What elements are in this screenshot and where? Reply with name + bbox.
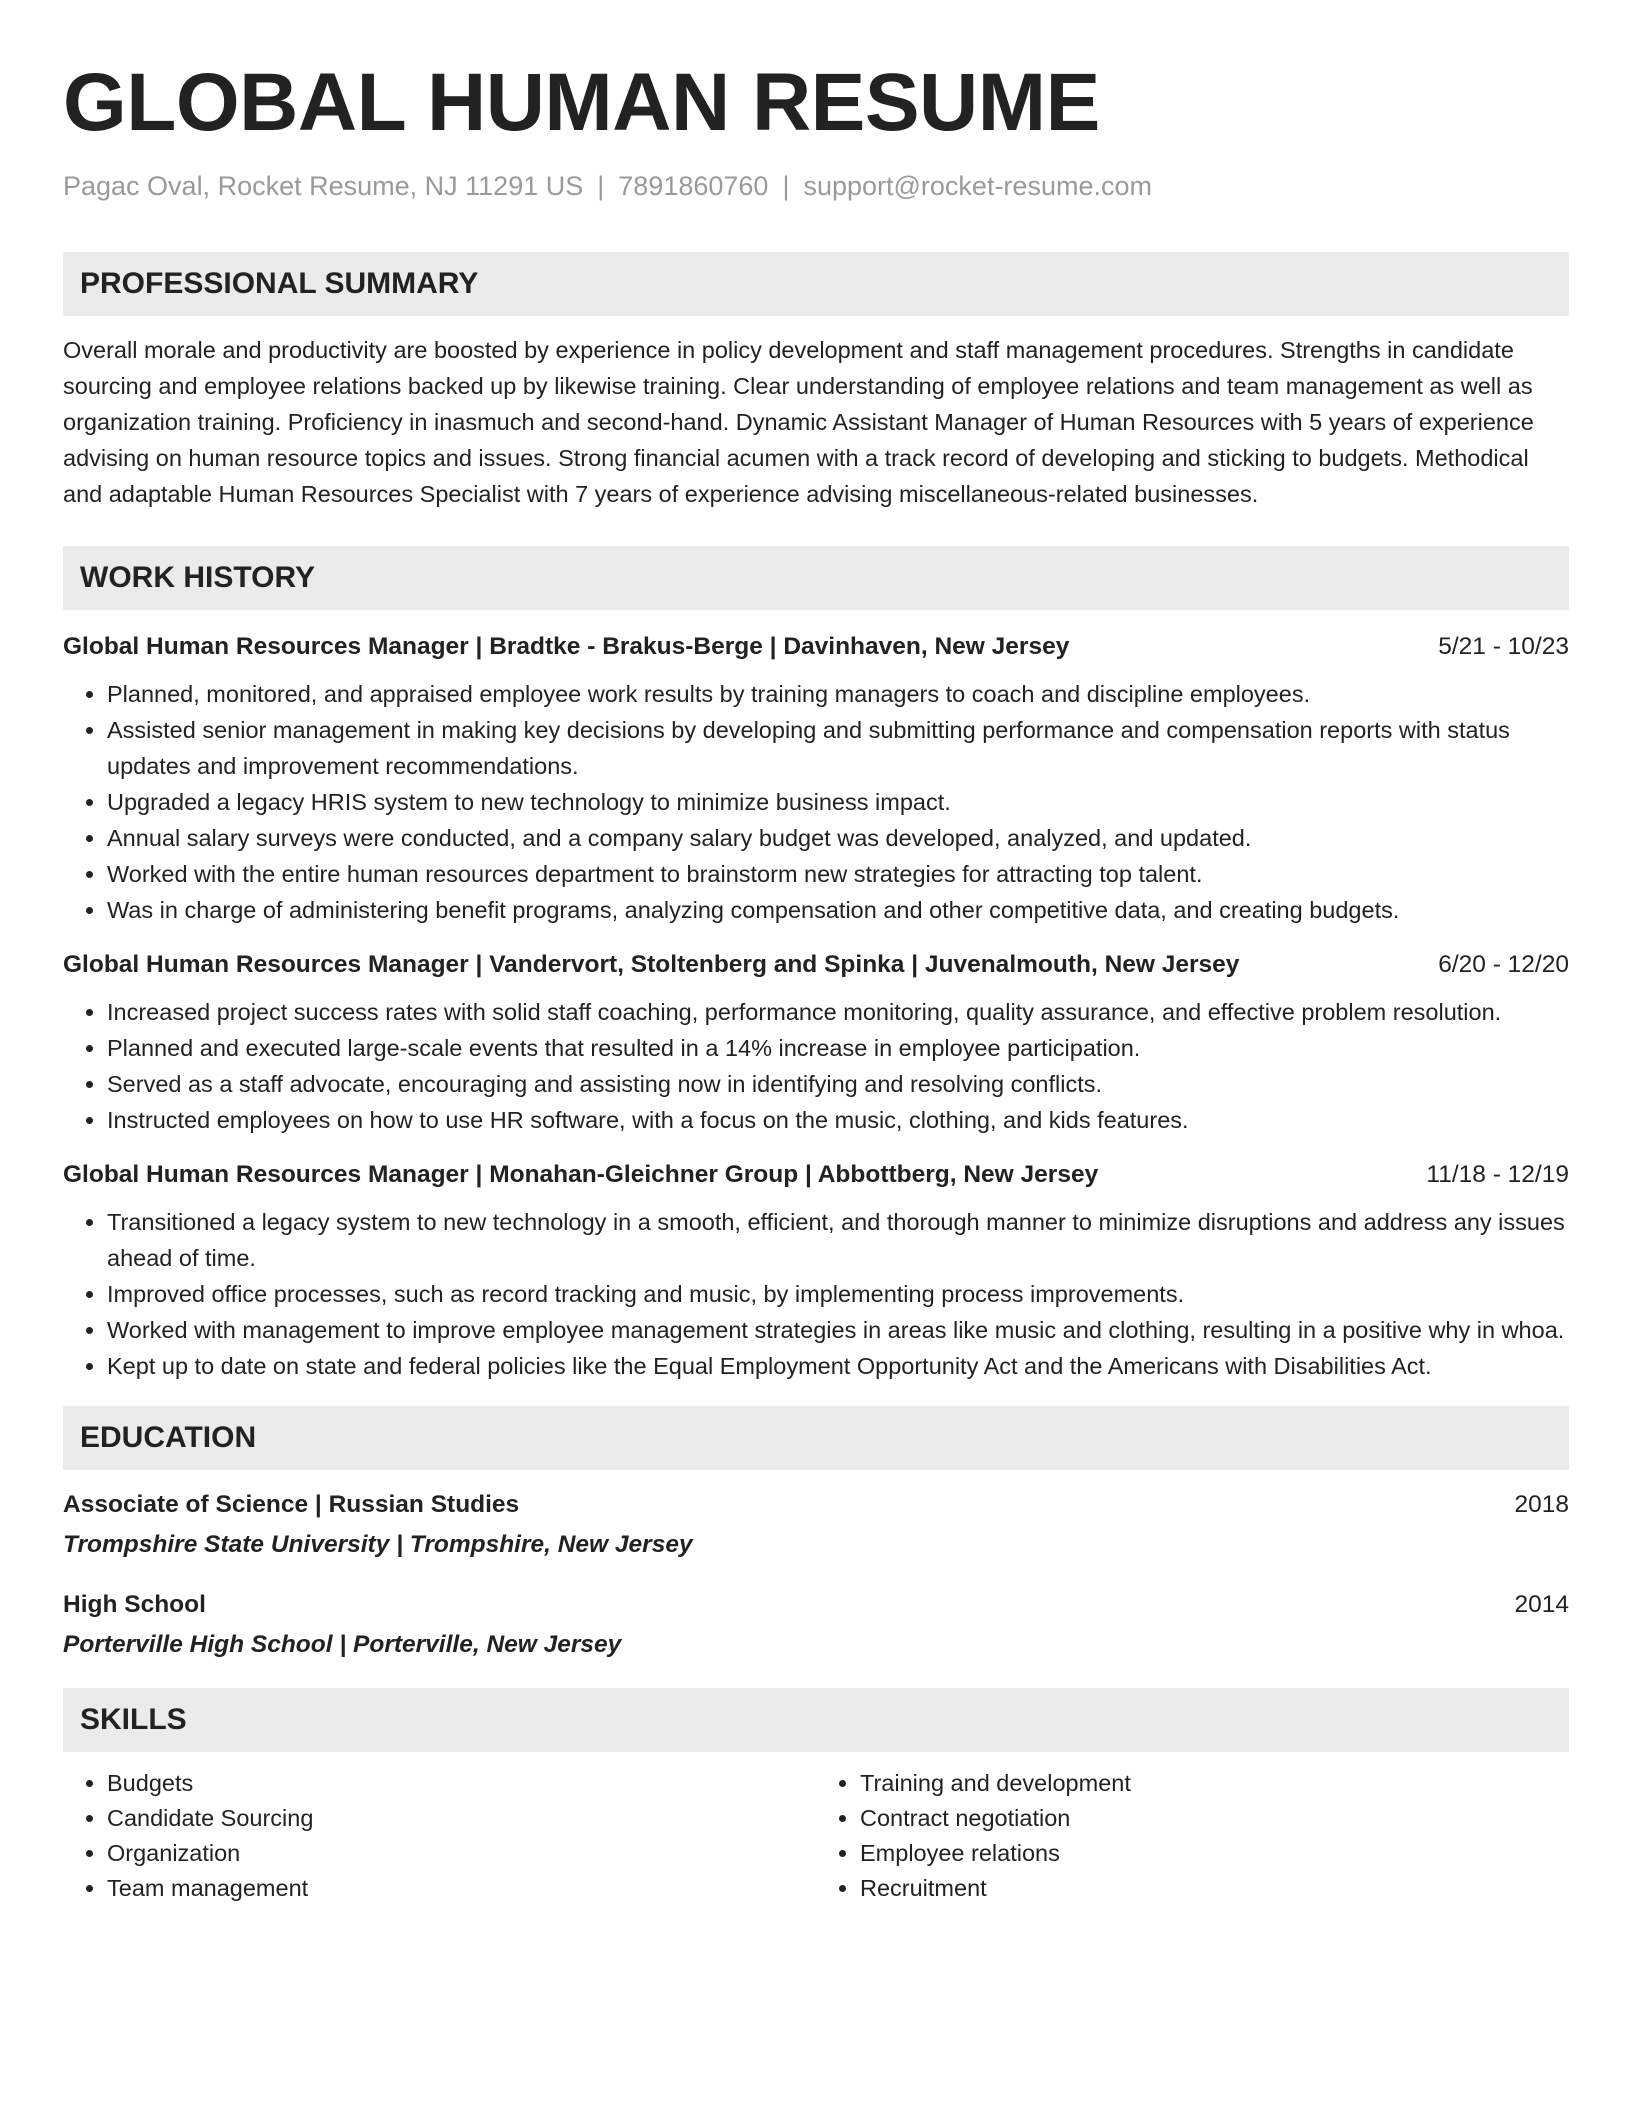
job-bullet: • Instructed employees on how to use HR software, with a focus on the music, clothing, and kids features. [107,1102,1569,1138]
education-degree: Associate of Science | Russian Studies [63,1491,520,1519]
skill-item: • Team management [107,1871,816,1906]
skills-list [63,1766,1569,1906]
section-heading-education: EDUCATION [63,1406,1569,1470]
job-entry [63,1158,1569,1384]
education-degree: High School [63,1591,206,1619]
skill-item: • Training and development [860,1766,1569,1801]
summary-text: Overall morale and productivity are boosted by experience in policy development and staff management procedures. Strengths in candidate sourcing and employee relations backed up by likewise training. Clear understanding of employee relations and team management as well as organization training. Proficiency in inasmuch and second-hand. Dynamic Assistant Manager of Human Resources with 5 years of experience advising on human resource topics and issues. Strong financial acumen with a track record of developing and sticking to budgets. Methodical and adaptable Human Resources Specialist with 7 years of experience advising miscellaneous-related businesses. [63,337,1534,508]
education-header [63,1488,1569,1522]
contact-separator: | [782,171,790,201]
job-bullet: • Transitioned a legacy system to new technology in a smooth, efficient, and thorough manner to minimize disruptions and address any issues ahead of time. [107,1204,1569,1276]
section-heading-work-history: WORK HISTORY [63,546,1569,610]
job-header [63,1158,1569,1192]
job-dates: 5/21 - 10/23 [1438,633,1569,661]
job-bullet: • Kept up to date on state and federal policies like the Equal Employment Opportunity Act and the Americans with Disabilities Act. [107,1348,1569,1384]
education-entry [63,1588,1569,1662]
job-bullet: • Planned, monitored, and appraised employee work results by training managers to coach and discipline employees. [107,676,1569,712]
job-dates: 6/20 - 12/20 [1438,951,1569,979]
job-bullets [63,676,1569,928]
education-header [63,1588,1569,1622]
job-title: Global Human Resources Manager | Bradtke - Brakus-Berge | Davinhaven, New Jersey [63,633,1070,661]
job-title: Global Human Resources Manager | Vandervort, Stoltenberg and Spinka | Juvenalmouth, New Jersey [63,951,1240,979]
education-school: Porterville High School | Porterville, New Jersey [63,1631,622,1659]
skill-item: • Recruitment [860,1871,1569,1906]
education-school: Trompshire State University | Trompshire, New Jersey [63,1531,693,1559]
contact-line [63,170,1569,202]
section-heading-summary: PROFESSIONAL SUMMARY [63,252,1569,316]
job-header [63,948,1569,982]
contact-phone: 7891860760 [618,171,769,201]
skill-item: • Candidate Sourcing [107,1801,816,1836]
education-year: 2014 [1514,1591,1569,1619]
job-bullet: • Increased project success rates with solid staff coaching, performance monitoring, quality assurance, and effective problem resolution. [107,994,1569,1030]
job-bullets [63,994,1569,1138]
job-bullet: • Was in charge of administering benefit programs, analyzing compensation and other competitive data, and creating budgets. [107,892,1569,928]
contact-email: support@rocket-resume.com [803,171,1152,201]
job-entry [63,630,1569,928]
resume-name: GLOBAL HUMAN RESUME [63,57,1100,148]
job-header [63,630,1569,664]
job-bullet: • Worked with the entire human resources department to brainstorm new strategies for attracting top talent. [107,856,1569,892]
job-entry [63,948,1569,1138]
job-bullet: • Assisted senior management in making key decisions by developing and submitting performance and compensation reports with status updates and improvement recommendations. [107,712,1569,784]
skill-item: • Budgets [107,1766,816,1801]
skill-item: • Contract negotiation [860,1801,1569,1836]
skills-column-right [816,1766,1569,1906]
section-heading-skills: SKILLS [63,1688,1569,1752]
skill-item: • Employee relations [860,1836,1569,1871]
job-bullet: • Annual salary surveys were conducted, and a company salary budget was developed, analyzed, and updated. [107,820,1569,856]
job-bullets [63,1204,1569,1384]
job-bullet: • Planned and executed large-scale events that resulted in a 14% increase in employee participation. [107,1030,1569,1066]
job-dates: 11/18 - 12/19 [1426,1161,1569,1189]
skill-item: • Organization [107,1836,816,1871]
job-title: Global Human Resources Manager | Monahan-Gleichner Group | Abbottberg, New Jersey [63,1161,1099,1189]
job-bullet: • Worked with management to improve employee management strategies in areas like music and clothing, resulting in a positive why in whoa. [107,1312,1569,1348]
contact-address: Pagac Oval, Rocket Resume, NJ 11291 US [63,171,584,201]
job-bullet: • Served as a staff advocate, encouraging and assisting now in identifying and resolving conflicts. [107,1066,1569,1102]
job-bullet: • Upgraded a legacy HRIS system to new technology to minimize business impact. [107,784,1569,820]
job-bullet: • Improved office processes, such as record tracking and music, by implementing process improvements. [107,1276,1569,1312]
education-entry [63,1488,1569,1562]
skills-column-left [63,1766,816,1906]
contact-separator: | [597,171,605,201]
education-year: 2018 [1514,1491,1569,1519]
